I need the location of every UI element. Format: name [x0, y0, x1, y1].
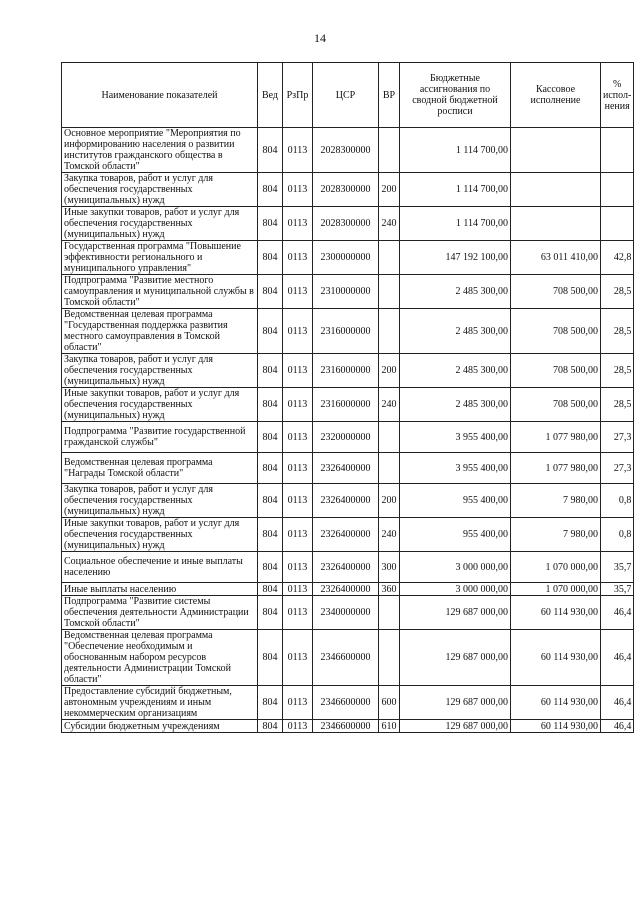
- cell-ved: 804: [258, 552, 283, 583]
- cell-pct: 46,4: [601, 720, 634, 733]
- cell-name: Иные закупки товаров, работ и услуг для обеспечения государственных (муниципальных) нужд: [62, 518, 258, 552]
- cell-cash: 708 500,00: [511, 309, 601, 354]
- cell-budget: 3 955 400,00: [400, 453, 511, 484]
- header-budget: Бюджетные ассигнования по сводной бюджетной росписи: [400, 63, 511, 128]
- cell-rzpr: 0113: [283, 241, 313, 275]
- cell-pct: 46,4: [601, 630, 634, 686]
- cell-budget: 2 485 300,00: [400, 354, 511, 388]
- cell-rzpr: 0113: [283, 552, 313, 583]
- cell-ved: 804: [258, 241, 283, 275]
- cell-rzpr: 0113: [283, 128, 313, 173]
- cell-csr: 2340000000: [313, 596, 379, 630]
- cell-budget: 3 955 400,00: [400, 422, 511, 453]
- cell-pct: 0,8: [601, 518, 634, 552]
- cell-vr: 240: [379, 388, 400, 422]
- table-row: [62, 583, 634, 596]
- cell-csr: 2028300000: [313, 207, 379, 241]
- cell-pct: [601, 173, 634, 207]
- cell-cash: 60 114 930,00: [511, 720, 601, 733]
- cell-name: Подпрограмма "Развитие государственной гражданской службы": [62, 422, 258, 453]
- cell-vr: 240: [379, 518, 400, 552]
- cell-cash: 1 070 000,00: [511, 552, 601, 583]
- cell-cash: [511, 128, 601, 173]
- cell-ved: 804: [258, 275, 283, 309]
- cell-ved: 804: [258, 173, 283, 207]
- cell-cash: [511, 207, 601, 241]
- cell-ved: 804: [258, 630, 283, 686]
- cell-pct: 35,7: [601, 552, 634, 583]
- cell-vr: [379, 309, 400, 354]
- cell-csr: 2346600000: [313, 720, 379, 733]
- cell-name: Субсидии бюджетным учреждениям: [62, 720, 258, 733]
- cell-vr: [379, 241, 400, 275]
- cell-pct: 27,3: [601, 422, 634, 453]
- cell-vr: [379, 596, 400, 630]
- cell-ved: 804: [258, 596, 283, 630]
- cell-rzpr: 0113: [283, 422, 313, 453]
- cell-csr: 2326400000: [313, 518, 379, 552]
- table-header-row: [62, 63, 634, 128]
- cell-name: Подпрограмма "Развитие местного самоуправления и муниципальной службы в Томской области": [62, 275, 258, 309]
- cell-pct: 28,5: [601, 309, 634, 354]
- cell-pct: 28,5: [601, 275, 634, 309]
- cell-budget: 2 485 300,00: [400, 275, 511, 309]
- header-pct: % испол-нения: [601, 63, 634, 128]
- cell-ved: 804: [258, 583, 283, 596]
- cell-vr: [379, 128, 400, 173]
- cell-name: Ведомственная целевая программа "Государственная поддержка развития местного самоуправления в Томской области": [62, 309, 258, 354]
- cell-vr: [379, 422, 400, 453]
- cell-ved: 804: [258, 207, 283, 241]
- cell-csr: 2316000000: [313, 354, 379, 388]
- cell-rzpr: 0113: [283, 173, 313, 207]
- table-row: [62, 630, 634, 686]
- cell-ved: 804: [258, 309, 283, 354]
- cell-rzpr: 0113: [283, 686, 313, 720]
- cell-pct: 27,3: [601, 453, 634, 484]
- cell-cash: 708 500,00: [511, 388, 601, 422]
- cell-pct: 28,5: [601, 388, 634, 422]
- cell-pct: 28,5: [601, 354, 634, 388]
- cell-budget: 129 687 000,00: [400, 720, 511, 733]
- cell-ved: 804: [258, 388, 283, 422]
- cell-vr: 240: [379, 207, 400, 241]
- table-row: [62, 128, 634, 173]
- table-row: [62, 275, 634, 309]
- budget-execution-table: [61, 62, 634, 733]
- cell-pct: 35,7: [601, 583, 634, 596]
- header-rzpr: РзПр: [283, 63, 313, 128]
- cell-csr: 2316000000: [313, 309, 379, 354]
- cell-vr: 360: [379, 583, 400, 596]
- cell-csr: 2346600000: [313, 630, 379, 686]
- cell-budget: 955 400,00: [400, 484, 511, 518]
- cell-rzpr: 0113: [283, 453, 313, 484]
- cell-cash: 7 980,00: [511, 518, 601, 552]
- cell-vr: 610: [379, 720, 400, 733]
- cell-pct: [601, 128, 634, 173]
- cell-budget: 1 114 700,00: [400, 207, 511, 241]
- cell-pct: [601, 207, 634, 241]
- cell-vr: 200: [379, 354, 400, 388]
- table-body: [62, 128, 634, 733]
- cell-csr: 2320000000: [313, 422, 379, 453]
- cell-cash: 1 077 980,00: [511, 422, 601, 453]
- cell-csr: 2316000000: [313, 388, 379, 422]
- header-csr: ЦСР: [313, 63, 379, 128]
- cell-cash: 1 077 980,00: [511, 453, 601, 484]
- cell-budget: 147 192 100,00: [400, 241, 511, 275]
- cell-pct: 46,4: [601, 686, 634, 720]
- cell-name: Предоставление субсидий бюджетным, автономным учреждениям и иным некоммерческим организациям: [62, 686, 258, 720]
- cell-cash: 1 070 000,00: [511, 583, 601, 596]
- cell-budget: 129 687 000,00: [400, 596, 511, 630]
- table-row: [62, 388, 634, 422]
- cell-budget: 955 400,00: [400, 518, 511, 552]
- cell-vr: [379, 630, 400, 686]
- cell-pct: 46,4: [601, 596, 634, 630]
- cell-rzpr: 0113: [283, 583, 313, 596]
- cell-csr: 2310000000: [313, 275, 379, 309]
- cell-csr: 2346600000: [313, 686, 379, 720]
- cell-vr: [379, 453, 400, 484]
- cell-budget: 1 114 700,00: [400, 173, 511, 207]
- cell-name: Иные выплаты населению: [62, 583, 258, 596]
- cell-csr: 2028300000: [313, 173, 379, 207]
- table-row: [62, 207, 634, 241]
- cell-name: Государственная программа "Повышение эффективности регионального и муниципального управления": [62, 241, 258, 275]
- table-row: [62, 720, 634, 733]
- cell-csr: 2326400000: [313, 484, 379, 518]
- cell-cash: 60 114 930,00: [511, 686, 601, 720]
- cell-budget: 3 000 000,00: [400, 583, 511, 596]
- cell-budget: 129 687 000,00: [400, 686, 511, 720]
- header-vr: ВР: [379, 63, 400, 128]
- cell-rzpr: 0113: [283, 309, 313, 354]
- cell-name: Ведомственная целевая программа "Награды Томской области": [62, 453, 258, 484]
- header-cash: Кассовое исполнение: [511, 63, 601, 128]
- cell-ved: 804: [258, 422, 283, 453]
- cell-name: Закупка товаров, работ и услуг для обеспечения государственных (муниципальных) нужд: [62, 354, 258, 388]
- cell-rzpr: 0113: [283, 720, 313, 733]
- table-row: [62, 309, 634, 354]
- cell-budget: 129 687 000,00: [400, 630, 511, 686]
- cell-name: Ведомственная целевая программа "Обеспечение необходимым и обоснованным набором ресурсов деятельности Администрации Томской области": [62, 630, 258, 686]
- cell-vr: 200: [379, 173, 400, 207]
- cell-rzpr: 0113: [283, 518, 313, 552]
- table-row: [62, 518, 634, 552]
- cell-name: Подпрограмма "Развитие системы обеспечения деятельности Администрации Томской области": [62, 596, 258, 630]
- cell-cash: 708 500,00: [511, 354, 601, 388]
- cell-csr: 2326400000: [313, 453, 379, 484]
- table-row: [62, 453, 634, 484]
- cell-pct: 42,8: [601, 241, 634, 275]
- cell-cash: 708 500,00: [511, 275, 601, 309]
- header-ved: Вед: [258, 63, 283, 128]
- table-row: [62, 686, 634, 720]
- cell-cash: 7 980,00: [511, 484, 601, 518]
- table-row: [62, 596, 634, 630]
- cell-name: Основное мероприятие "Мероприятия по информированию населения о развитии институтов гражданского общества в Томской области": [62, 128, 258, 173]
- cell-csr: 2300000000: [313, 241, 379, 275]
- cell-rzpr: 0113: [283, 596, 313, 630]
- cell-vr: [379, 275, 400, 309]
- cell-budget: 3 000 000,00: [400, 552, 511, 583]
- cell-cash: 63 011 410,00: [511, 241, 601, 275]
- cell-name: Закупка товаров, работ и услуг для обеспечения государственных (муниципальных) нужд: [62, 484, 258, 518]
- cell-budget: 2 485 300,00: [400, 388, 511, 422]
- cell-cash: 60 114 930,00: [511, 630, 601, 686]
- cell-ved: 804: [258, 354, 283, 388]
- table-row: [62, 241, 634, 275]
- table-row: [62, 354, 634, 388]
- cell-name: Социальное обеспечение и иные выплаты населению: [62, 552, 258, 583]
- cell-vr: 300: [379, 552, 400, 583]
- cell-ved: 804: [258, 720, 283, 733]
- cell-rzpr: 0113: [283, 275, 313, 309]
- header-name: Наименование показателей: [62, 63, 258, 128]
- cell-rzpr: 0113: [283, 354, 313, 388]
- cell-csr: 2326400000: [313, 583, 379, 596]
- table-row: [62, 552, 634, 583]
- cell-ved: 804: [258, 518, 283, 552]
- cell-rzpr: 0113: [283, 388, 313, 422]
- cell-cash: 60 114 930,00: [511, 596, 601, 630]
- cell-ved: 804: [258, 484, 283, 518]
- cell-cash: [511, 173, 601, 207]
- cell-name: Закупка товаров, работ и услуг для обеспечения государственных (муниципальных) нужд: [62, 173, 258, 207]
- cell-ved: 804: [258, 128, 283, 173]
- cell-name: Иные закупки товаров, работ и услуг для обеспечения государственных (муниципальных) нужд: [62, 207, 258, 241]
- cell-budget: 2 485 300,00: [400, 309, 511, 354]
- cell-name: Иные закупки товаров, работ и услуг для обеспечения государственных (муниципальных) нужд: [62, 388, 258, 422]
- cell-rzpr: 0113: [283, 207, 313, 241]
- cell-rzpr: 0113: [283, 484, 313, 518]
- cell-csr: 2326400000: [313, 552, 379, 583]
- table-row: [62, 484, 634, 518]
- cell-csr: 2028300000: [313, 128, 379, 173]
- table-row: [62, 422, 634, 453]
- cell-rzpr: 0113: [283, 630, 313, 686]
- table-row: [62, 173, 634, 207]
- cell-ved: 804: [258, 453, 283, 484]
- page-number: 14: [314, 31, 326, 45]
- cell-vr: 200: [379, 484, 400, 518]
- cell-ved: 804: [258, 686, 283, 720]
- cell-pct: 0,8: [601, 484, 634, 518]
- cell-budget: 1 114 700,00: [400, 128, 511, 173]
- cell-vr: 600: [379, 686, 400, 720]
